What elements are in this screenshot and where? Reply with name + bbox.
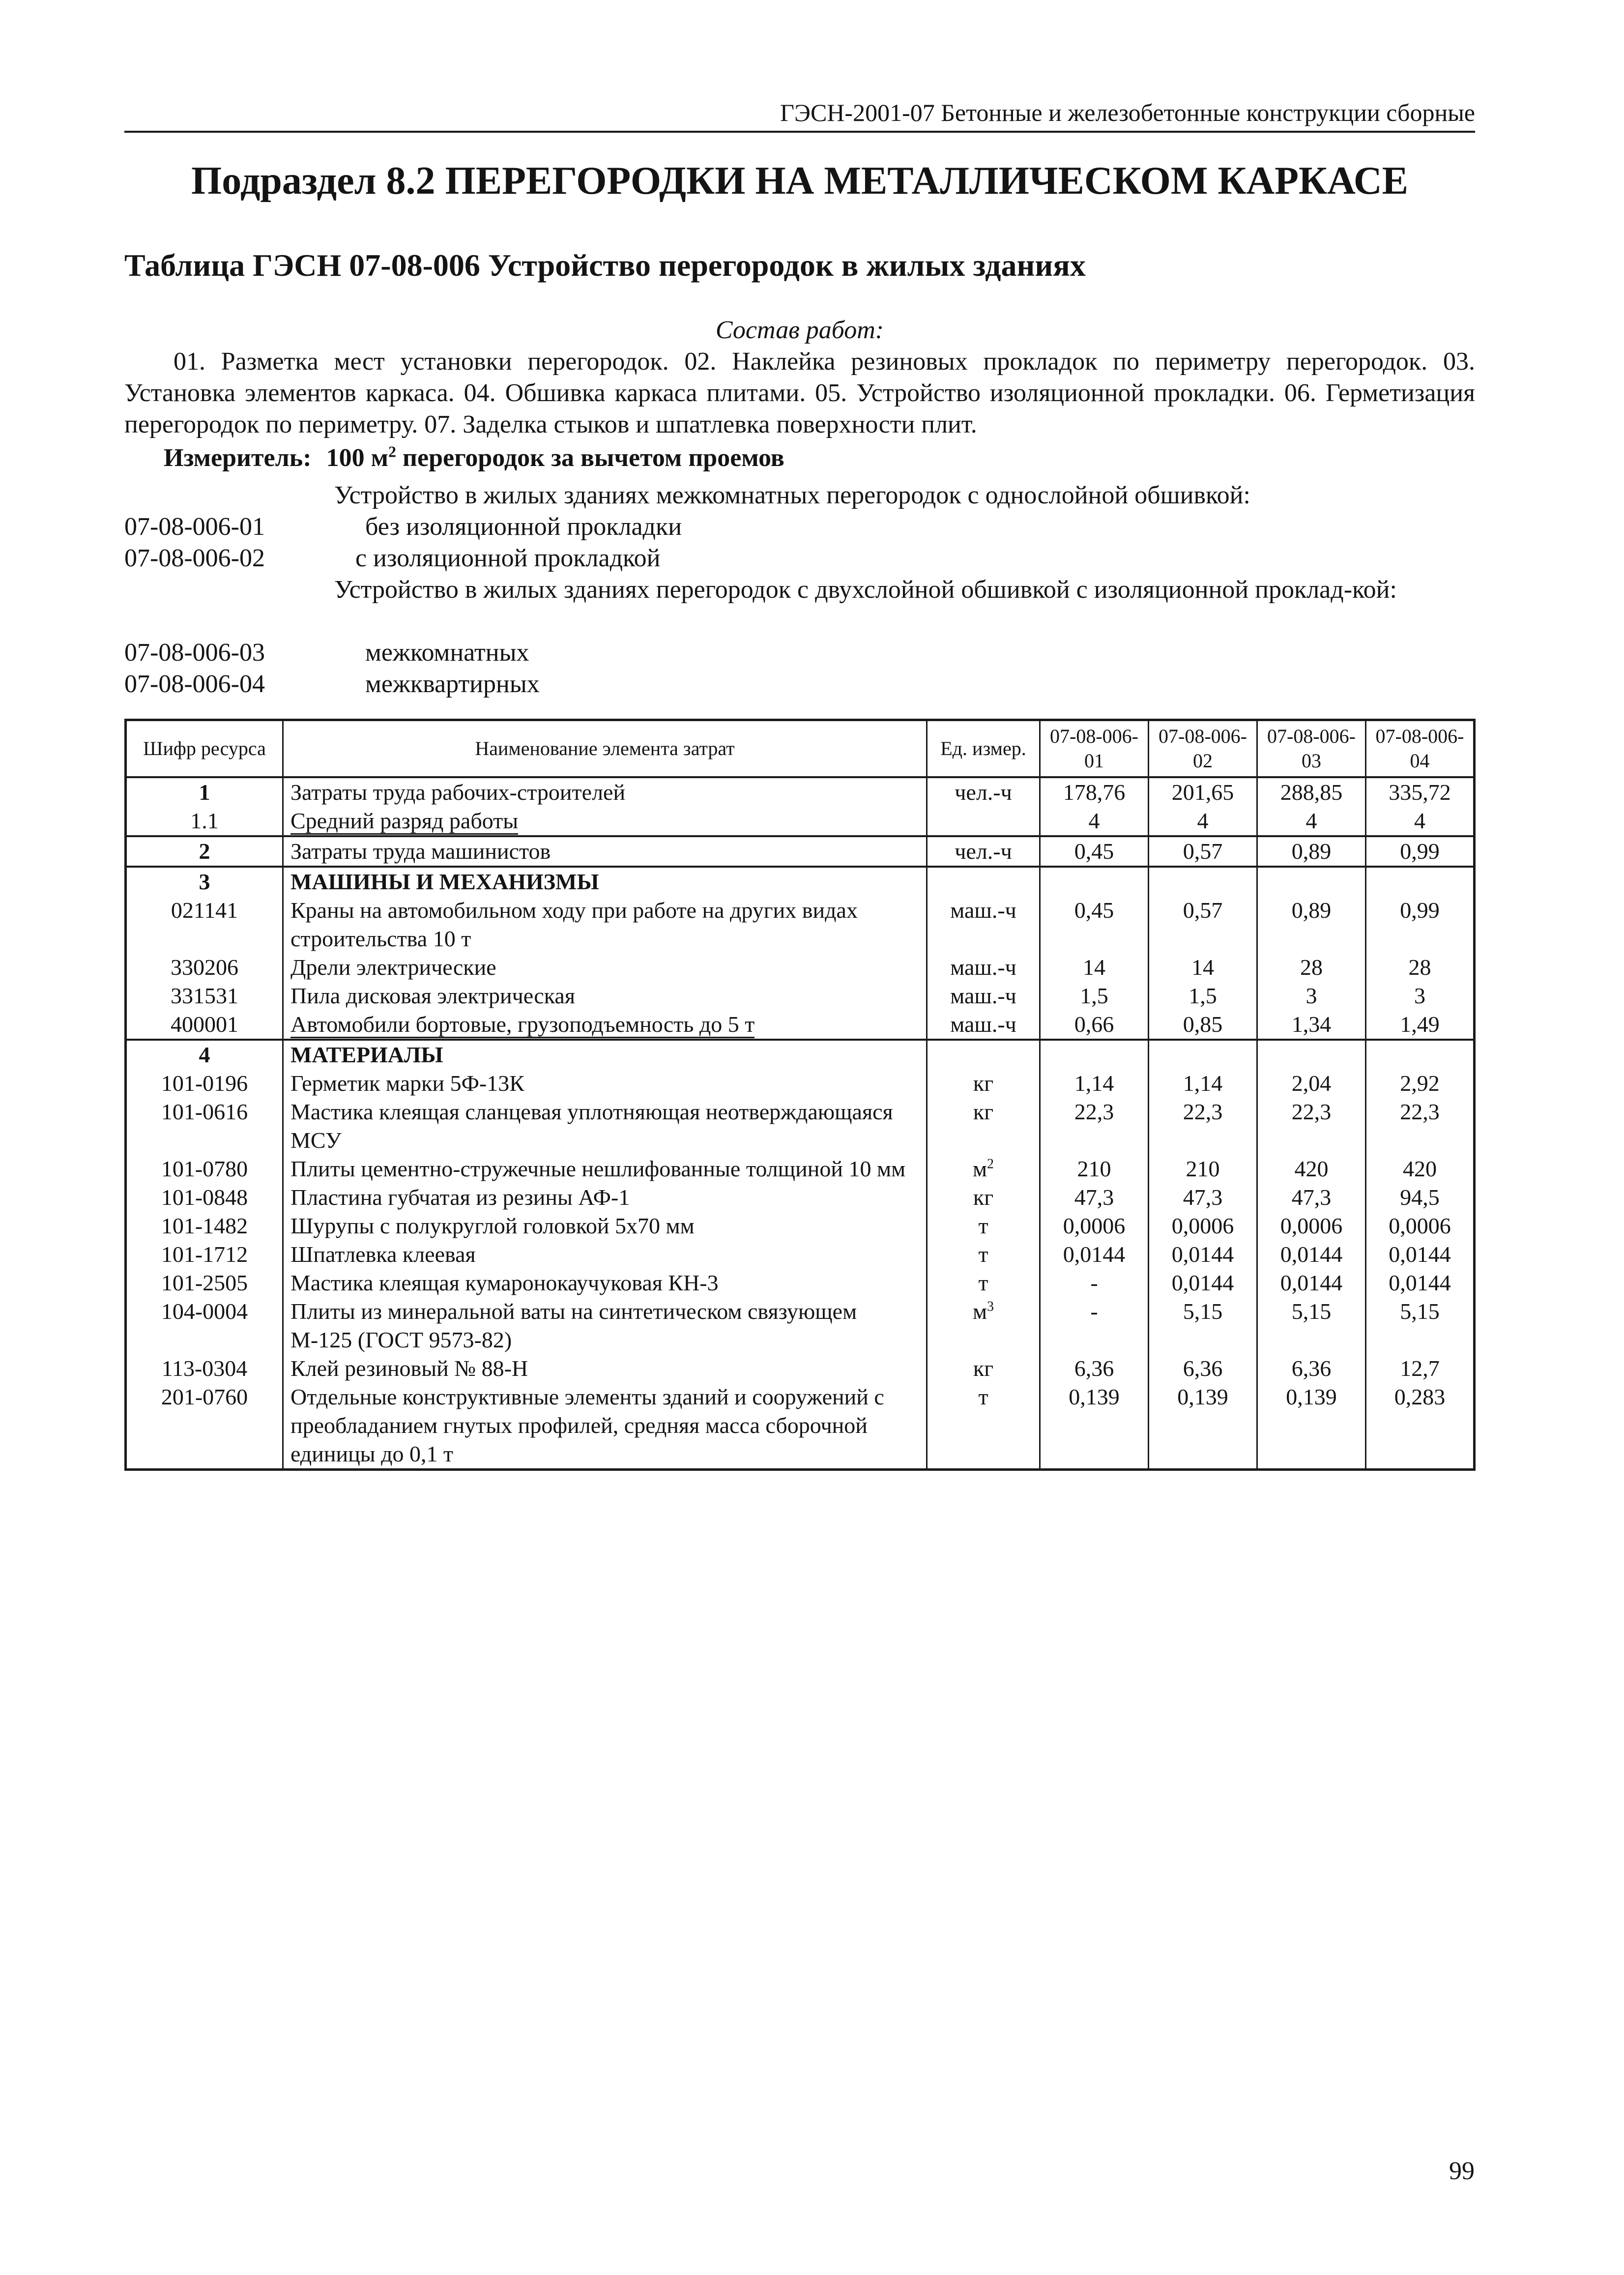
header-code: Шифр ресурса [126,720,283,778]
table-row: 201-0760 Отдельные конструктивные элементы зданий и сооружений с преобладанием гнутых профилей, средняя масса сборочной единицы до 0,1 т т 0,139 0,139 0,139 0,283 [126,1383,1475,1470]
composition-body: 01. Разметка мест установки перегородок. 02. Наклейка резиновых прокладок по периметру перегородок. 03. Установка элементов каркаса. 04. Обшивка каркаса плитами. 05. Устройство изоляционной прокладки. 06. Герметизация перегородок по периметру. 07. Заделка стыков и шпатлевка поверхности плит. [124,348,1475,438]
table-row: 101-2505 Мастика клеящая кумаронокаучуковая КН-3 т - 0,0144 0,0144 0,0144 [126,1269,1475,1297]
resource-table [124,719,1476,1471]
header-name: Наименование элемента затрат [283,720,927,778]
table-row: 2 Затраты труда машинистов чел.-ч 0,45 0,57 0,89 0,99 [126,836,1475,867]
measure-line [124,442,1475,474]
table-row: 104-0004 Плиты из минеральной ваты на синтетическом связующем М-125 (ГОСТ 9573-82) $м^3$ - 5,15 5,15 5,15 [126,1297,1475,1354]
header-col-4: 07-08-006-04 [1366,720,1475,778]
norm-item-1: 07-08-006-01 без изоляционной прокладки [124,513,682,541]
measure-label: Измеритель: [164,444,312,472]
norm-item-4: 07-08-006-04 межквартирных [124,670,540,698]
measure-value: 100 $м^2$ перегородок за вычетом проемов [326,442,784,472]
table-row: 331531 Пила дисковая электрическая маш.-ч 1,5 1,5 3 3 [126,982,1475,1010]
section-title: Подраздел 8.2 ПЕРЕГОРОДКИ НА МЕТАЛЛИЧЕСКОМ КАРКАСЕ [191,159,1408,203]
table-section-row: 4 МАТЕРИАЛЫ [126,1040,1475,1069]
table-row: 101-0780 Плиты цементно-стружечные нешлифованные толщиной 10 мм $м^2$ 210 210 420 420 [126,1155,1475,1183]
norm-item-2: 07-08-006-02 с изоляционной прокладкой [124,544,661,572]
table-row: 113-0304 Клей резиновый № 88-Н кг 6,36 6,36 6,36 12,7 [126,1354,1475,1383]
header-unit: Ед. измер. [927,720,1040,778]
table-row: 1.1 Средний разряд работы 4 4 4 4 [126,807,1475,836]
table-section-row: 3 МАШИНЫ И МЕХАНИЗМЫ [126,867,1475,896]
header-col-3: 07-08-006-03 [1257,720,1366,778]
table-row: 101-0848 Пластина губчатая из резины АФ-1 кг 47,3 47,3 47,3 94,5 [126,1183,1475,1212]
composition-text [124,346,1475,440]
page-number: 99 [1449,2157,1475,2185]
norm-item-3: 07-08-006-03 межкомнатных [124,639,529,667]
table-row: 021141 Краны на автомобильном ходу при работе на других видах строительства 10 т маш.-ч 0,45 0,57 0,89 0,99 [126,896,1475,953]
table-row: 1 Затраты труда рабочих-строителей чел.-ч 178,76 201,65 288,85 335,72 [126,777,1475,807]
table-row: 101-1712 Шпатлевка клеевая т 0,0144 0,0144 0,0144 0,0144 [126,1240,1475,1269]
table-row: 400001 Автомобили бортовые, грузоподъемность до 5 т маш.-ч 0,66 0,85 1,34 1,49 [126,1010,1475,1040]
running-header: ГЭСН-2001-07 Бетонные и железобетонные конструкции сборные [124,97,1475,133]
composition-label: Состав работ: [715,316,884,344]
table-row: 101-1482 Шурупы с полукруглой головкой 5х70 мм т 0,0006 0,0006 0,0006 0,0006 [126,1212,1475,1240]
norm-group-title-1: Устройство в жилых зданиях межкомнатных перегородок с однослойной обшивкой: [334,481,1250,509]
table-row: 330206 Дрели электрические маш.-ч 14 14 28 28 [126,953,1475,982]
table-title: Таблица ГЭСН 07-08-006 Устройство перегородок в жилых зданиях [124,248,1086,283]
table-row: 101-0196 Герметик марки 5Ф-13К кг 1,14 1,14 2,04 2,92 [126,1069,1475,1098]
header-col-1: 07-08-006-01 [1040,720,1149,778]
header-col-2: 07-08-006-02 [1149,720,1257,778]
table-row: 101-0616 Мастика клеящая сланцевая уплотняющая неотверждающаяся МСУ кг 22,3 22,3 22,3 22,3 [126,1098,1475,1155]
table-header-row [126,720,1475,778]
norm-group-title-2: Устройство в жилых зданиях перегородок с двухслойной обшивкой с изоляционной проклад-кой: [334,576,1397,604]
